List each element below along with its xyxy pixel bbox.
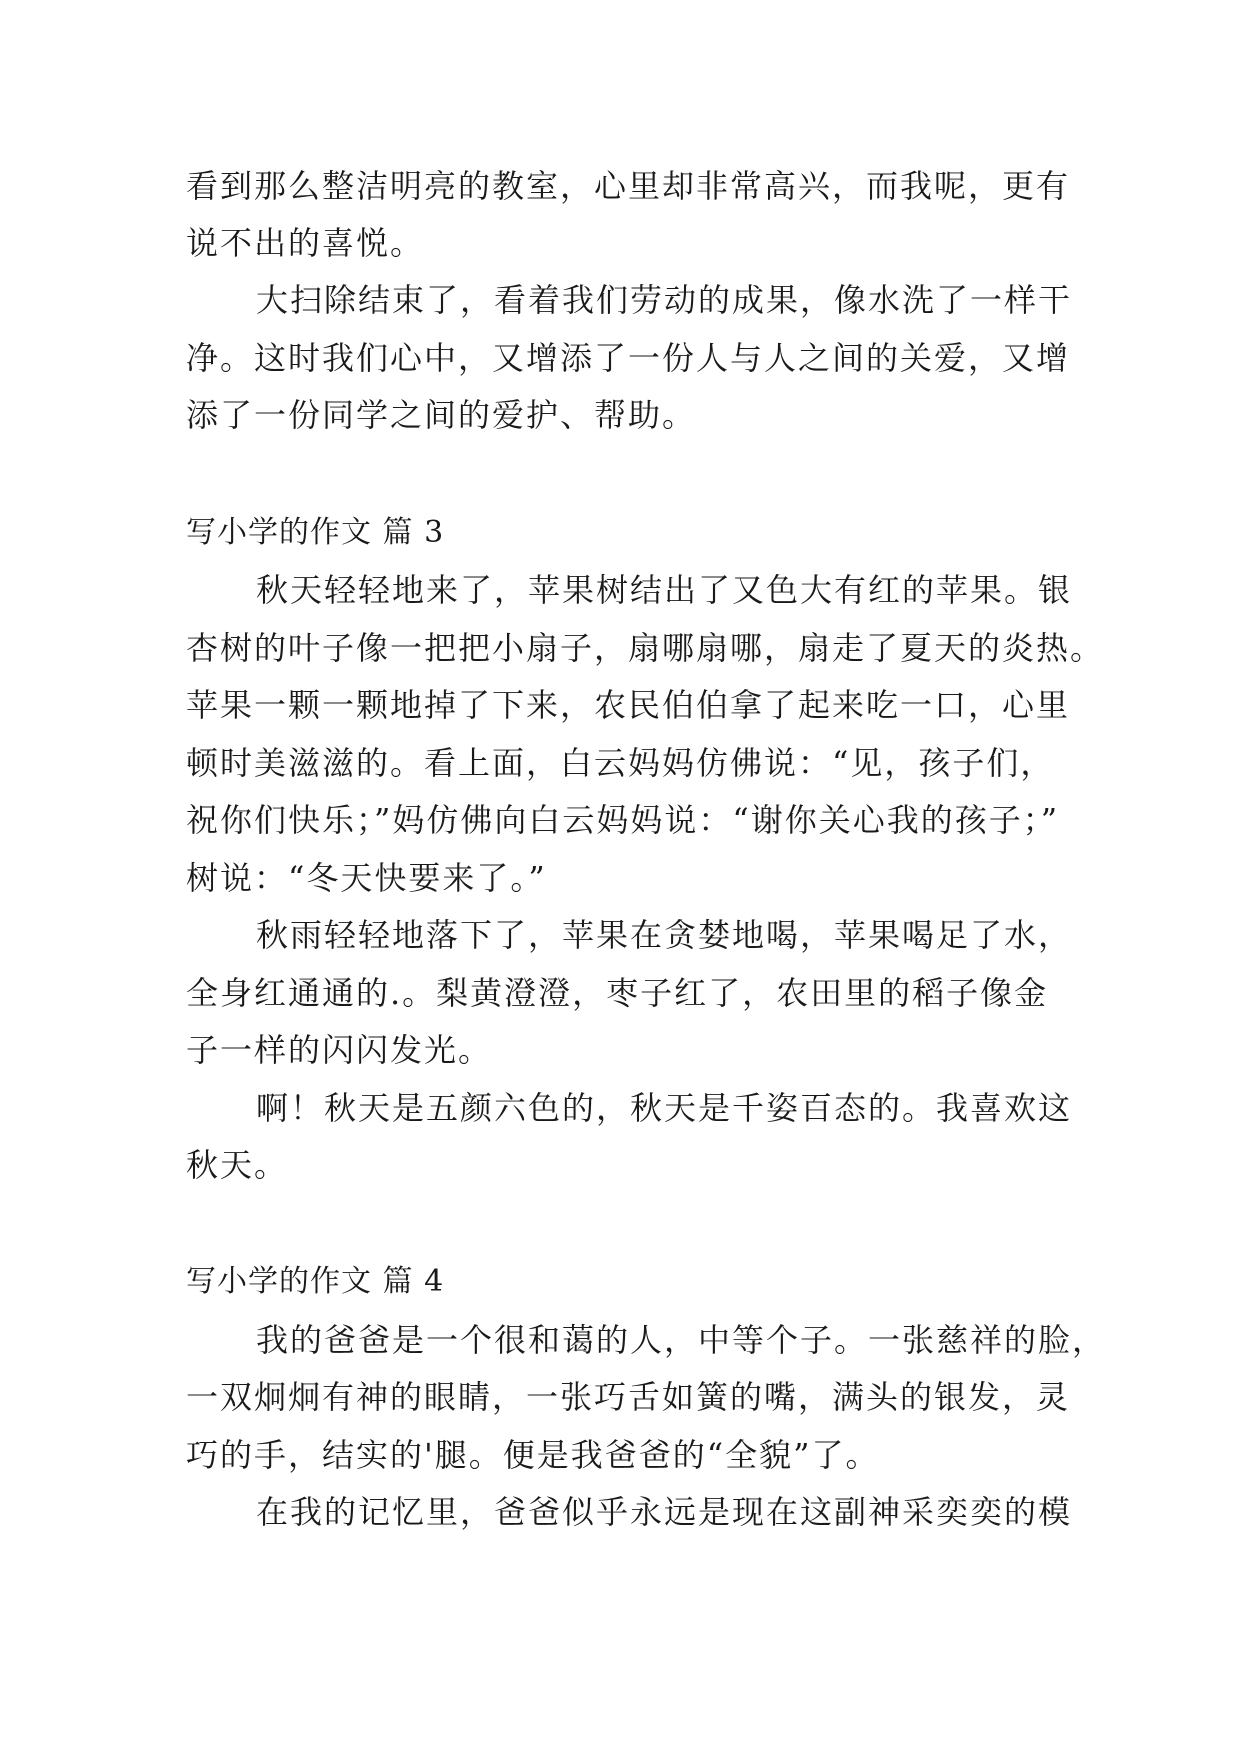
- text-line: 全身红通通的.。梨黄澄澄，枣子红了，农田里的稻子像金: [186, 974, 1049, 1012]
- text-line: 秋天。: [186, 1146, 289, 1184]
- paragraph-first-line: 我的爸爸是一个很和蔼的人，中等个子。一张慈祥的脸，: [256, 1321, 1107, 1359]
- text-line: 说不出的喜悦。: [186, 224, 425, 262]
- text-line: 看到那么整洁明亮的教室，心里却非常高兴，而我呢，更有: [186, 167, 1071, 205]
- paragraph-first-line: 秋雨轻轻地落下了，苹果在贪婪地喝，苹果喝足了水，: [256, 916, 1073, 954]
- section-heading-4: 写小学的作文 篇 4: [186, 1264, 445, 1299]
- text-line: 子一样的闪闪发光。: [186, 1031, 493, 1069]
- text-line: 添了一份同学之间的爱护、帮助。: [186, 396, 697, 434]
- paragraph-first-line: 秋天轻轻地来了，苹果树结出了又色大有红的苹果。银: [256, 571, 1073, 609]
- text-line: 杏树的叶子像一把把小扇子，扇哪扇哪，扇走了夏天的炎热。: [186, 629, 1105, 667]
- paragraph-first-line: 大扫除结束了，看着我们劳动的成果，像水洗了一样干: [256, 281, 1073, 319]
- text-line: 顿时美滋滋的。看上面，白云妈妈仿佛说：“见，孩子们，: [186, 744, 1055, 782]
- text-line: 一双炯炯有神的眼睛，一张巧舌如簧的嘴，满头的银发，灵: [186, 1378, 1071, 1416]
- text-line: 巧的手，结实的'腿。便是我爸爸的“全貌”了。: [186, 1436, 880, 1474]
- text-line: 净。这时我们心中，又增添了一份人与人之间的关爱，又增: [186, 339, 1071, 377]
- text-line: 树说：“冬天快要来了。”: [186, 859, 547, 897]
- section-heading-3: 写小学的作文 篇 3: [186, 515, 445, 550]
- paragraph-first-line: 啊！秋天是五颜六色的，秋天是千姿百态的。我喜欢这: [256, 1089, 1073, 1127]
- text-line: 祝你们快乐；”妈仿佛向白云妈妈说：“谢你关心我的孩子；”: [186, 801, 1060, 839]
- paragraph-first-line: 在我的记忆里，爸爸似乎永远是现在这副神采奕奕的模: [256, 1493, 1073, 1531]
- text-line: 苹果一颗一颗地掉了下来，农民伯伯拿了起来吃一口，心里: [186, 686, 1071, 724]
